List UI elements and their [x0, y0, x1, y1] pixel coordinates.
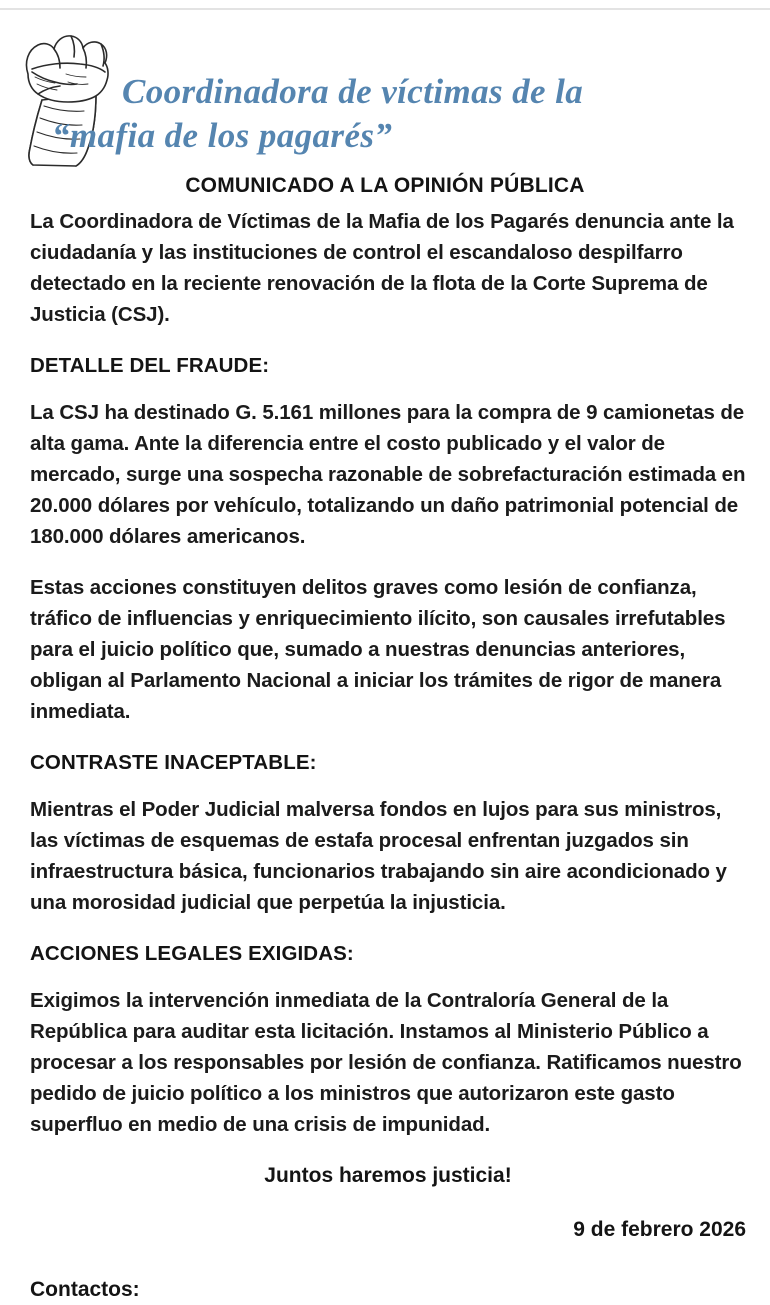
section-paragraph: Exigimos la intervención inmediata de la Contraloría General de la República para auditar esta licitación. Instamos al Ministerio Público a procesar a los responsables por lesión de confianza. Ratificamos nuestro pedido de juicio político a los ministros que autorizaron este gasto superfluo en medio de una crisis de impunidad.	[30, 989, 742, 1136]
top-divider	[0, 8, 770, 10]
closing-slogan: Juntos haremos justicia!	[264, 1164, 512, 1187]
organization-title-line-1: Coordinadora de víctimas de la	[122, 72, 584, 111]
document-date: 9 de febrero 2026	[573, 1218, 746, 1241]
section-paragraph: Estas acciones constituyen delitos graves como lesión de confianza, tráfico de influencias y enriquecimiento ilícito, son causales irrefutables para el juicio político que, sumado a nuestras denuncias anteriores, obligan al Parlamento Nacional a iniciar los trámites de rigor de manera inmediata.	[30, 576, 726, 723]
section-heading-fraude: DETALLE DEL FRAUDE:	[30, 354, 270, 377]
section-paragraph: Mientras el Poder Judicial malversa fondos en lujos para sus ministros, las víctimas de esquemas de estafa procesal enfrentan juzgados sin infraestructura básica, funcionarios trabajando sin aire acondicionado y una morosidad judicial que perpetúa la injusticia.	[30, 798, 727, 914]
organization-title-line-2: “mafia de los pagarés”	[52, 116, 393, 155]
masthead	[0, 12, 770, 197]
section-paragraph: La CSJ ha destinado G. 5.161 millones para la compra de 9 camionetas de alta gama. Ante la diferencia entre el costo publicado y el valor de mercado, surge una sospecha razonable de sobrefacturación estimada en 20.000 dólares por vehículo, totalizando un daño patrimonial potencial de 180.000 dólares americanos.	[30, 401, 746, 548]
organization-title	[52, 70, 762, 158]
intro-paragraph: La Coordinadora de Víctimas de la Mafia de los Pagarés denuncia ante la ciudadanía y las instituciones de control el escandaloso despilfarro detectado en la reciente renovación de la flota de la Corte Suprema de Justicia (CSJ).	[30, 210, 734, 326]
document-body	[30, 206, 746, 1305]
section-heading-acciones: ACCIONES LEGALES EXIGIDAS:	[30, 942, 354, 965]
document-subtitle: COMUNICADO A LA OPINIÓN PÚBLICA	[185, 174, 585, 197]
section-heading-contraste: CONTRASTE INACEPTABLE:	[30, 751, 317, 774]
contacts-heading: Contactos:	[30, 1278, 140, 1301]
